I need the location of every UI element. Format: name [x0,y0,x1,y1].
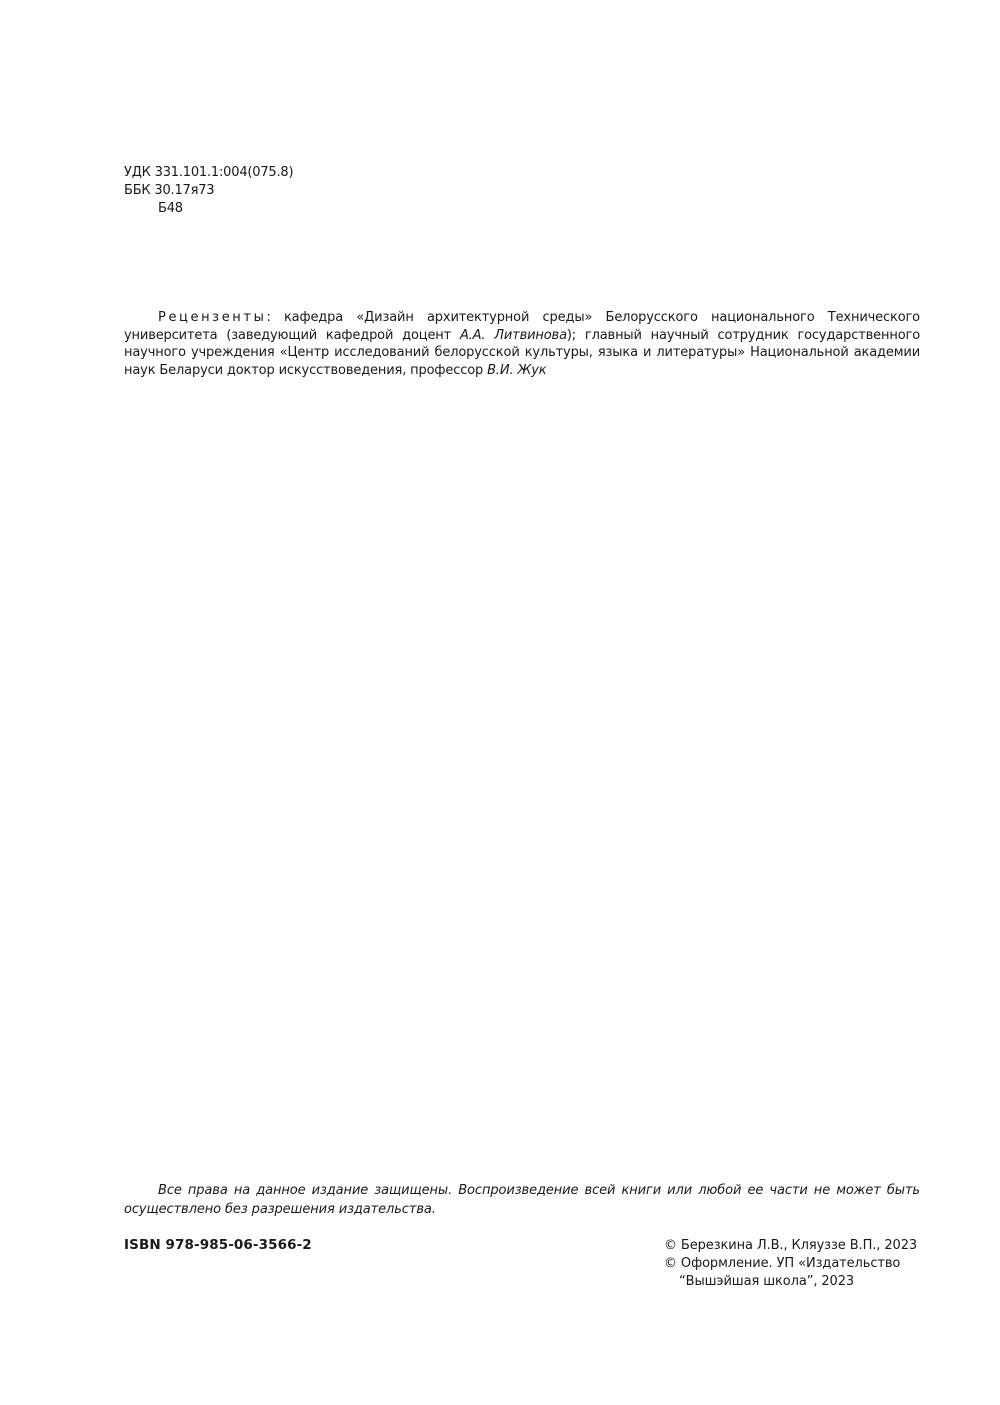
reviewers-label: Рецензенты [158,310,267,325]
author-mark: Б48 [158,201,183,216]
reviewer-name-1: А.А. Литвинова [459,327,567,343]
rights-notice-text: Все права на данное издание защищены. Воспроизведение всей книги или любой ее части не может быть осуществлено без разрешения издательства. [124,1183,920,1217]
copyright-block [664,1237,917,1291]
reviewers-paragraph [124,309,920,379]
classification-block [124,164,293,218]
copyright-publisher: “Вышэйшая школа”, 2023 [679,1274,855,1289]
reviewers-text-2: ); главный научный сотрудник государственного научного учреждения «Центр исследований белорусской культуры, языка и литературы» Национальной академии наук Беларуси доктор искусствоведения, профессор [124,327,920,378]
copyright-design: © Оформление. УП «Издательство [664,1256,901,1271]
isbn: ISBN 978-985-06-3566-2 [124,1237,312,1253]
copyright-authors: © Березкина Л.В., Кляуззе В.П., 2023 [664,1238,918,1253]
reviewers-text-1: : кафедра «Дизайн архитектурной среды» Белорусского национального Технического университета (заведующий кафедрой доцент [124,310,920,343]
bbk-code: ББК 30.17я73 [124,183,215,198]
rights-notice [124,1181,920,1219]
reviewer-name-2: В.И. Жук [487,362,547,378]
udk-code: УДК 331.101.1:004(075.8) [124,165,294,180]
